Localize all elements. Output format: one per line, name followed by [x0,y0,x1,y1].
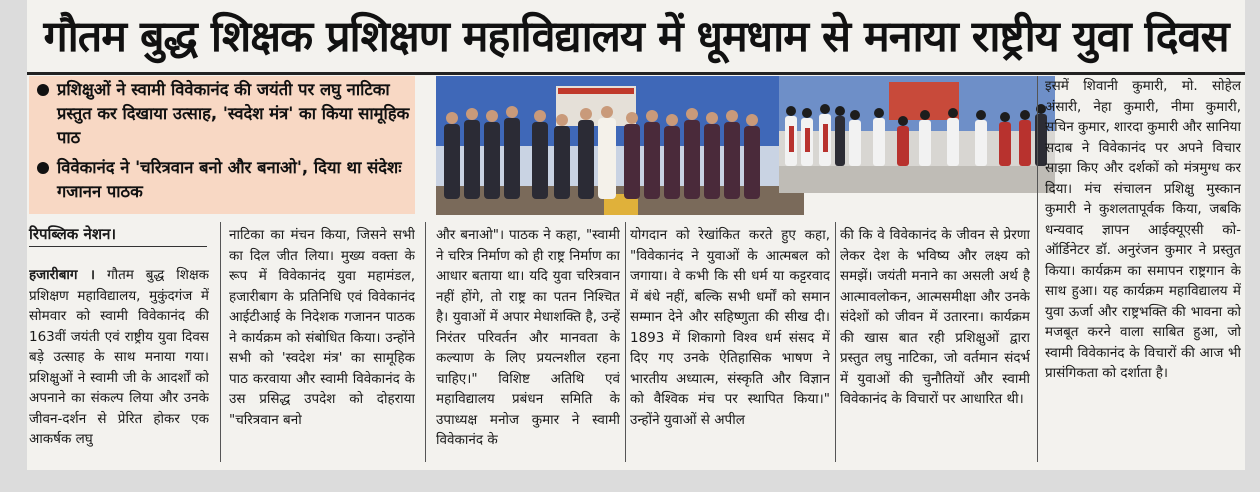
summary-text: विवेकानंद ने 'चरित्रवान बनो और बनाओ', दिया था संदेशः गजानन पाठक [57,158,402,201]
column-text: इसमें शिवानी कुमारी, मो. सोहेल अंसारी, नेहा कुमारी, नीमा कुमारी, सचिन कुमार, शारदा कुमारी और सानिया सदाब ने विवेकानंद पर अपने विचार साझा किए और दर्शकों को मंत्रमुग्ध कर दिया। मंच संचालन प्रशिक्षु मुस्कान कुमारी ने कुशलतापूर्वक किया, जबकि धन्यवाद ज्ञापन आईक्यूएसी को-ऑर्डिनेटर डॉ. अनुरंजन कुमार ने प्रस्तुत किया। कार्यक्रम का समापन राष्ट्रगान के साथ हुआ। यह कार्यक्रम महाविद्यालय में युवा ऊर्जा और राष्ट्रभक्ति की भावना को मजबूत करने वाला साबित हुआ, जो स्वामी विवेकानंद के विचारों की आज भी प्रासंगिकता को दर्शाता है। [1045,78,1241,381]
article-column-2 [229,225,415,465]
column-text: योगदान को रेखांकित करते हुए कहा, "विवेकानंद ने युवाओं के आत्मबल को जगाया। वे कभी कि सी धर्म या कट्टरवाद में बंधे नहीं, बल्कि सभी धर्मों को समान सम्मान देने और सहिष्णुता की सीख दी। 1893 में शिकागो विश्व धर्म संसद में दिए गए उनके ऐतिहासिक भाषण ने भारतीय अध्यात्म, संस्कृति और विज्ञान को वैश्विक मंच पर स्थापित किया।" उन्होंने युवाओं से अपील [630,227,830,428]
headline: गौतम बुद्ध शिक्षक प्रशिक्षण महाविद्यालय में धूमधाम से मनाया राष्ट्रीय युवा दिवस [43,12,1229,62]
column-text: और बनाओ"। पाठक ने कहा, "स्वामी ने चरित्र निर्माण को ही राष्ट्र निर्माण का आधार बताया था। यदि युवा चरित्रवान नहीं होंगे, तो राष्ट्र का पतन निश्चित है। युवाओं में अपार मेधाशक्ति है, उन्हें निरंतर परिवर्तन और मानवता के कल्याण के लिए प्रयत्नशील रहना चाहिए।" विशिष्ट अतिथि एवं महाविद्यालय प्रबंधन समिति के उपाध्यक्ष मनोज कुमार ने स्वामी विवेकानंद के [436,227,620,448]
summary-text: प्रशिक्षुओं ने स्वामी विवेकानंद की जयंती पर लघु नाटिका प्रस्तुत कर दिखाया उत्साह, 'स्वदेश मंत्र' का किया सामूहिक पाठ [57,80,410,147]
event-photo-performance [779,76,1055,193]
event-photo-group [436,76,804,215]
column-divider [835,222,836,462]
column-text: की कि वे विवेकानंद के जीवन से प्रेरणा लेकर देश के भविष्य और लक्ष्य को समझें। जयंती मनाने का असली अर्थ है आत्मावलोकन, आत्मसमीक्षा और उनके संदेशों को जीवन में उतारना। कार्यक्रम की खास बात रही प्रशिक्षुओं द्वारा प्रस्तुत लघु नाटिका, जो वर्तमान संदर्भ में युवाओं की चुनौतियों और स्वामी विवेकानंद के विचारों पर आधारित थी। [840,227,1030,407]
column-divider [625,222,626,462]
summary-item [35,156,411,204]
byline-rule [29,246,207,247]
column-text: गौतम बुद्ध शिक्षक प्रशिक्षण महाविद्यालय, मुकुंदगंज में सोमवार को स्वामी विवेकानंद की 163वीं जयंती एवं राष्ट्रीय युवा दिवस बड़े उत्साह के साथ मनाया गया। प्रशिक्षुओं ने स्वामी जी के आदर्शों को अपनाने का संकल्प लिया और उनके जीवन-दर्शन से प्रेरित होकर एक आकर्षक लघु [29,267,209,447]
column-divider [220,222,221,462]
column-divider [1037,76,1038,462]
column-text: नाटिका का मंचन किया, जिसने सभी का दिल जीत लिया। मुख्य वक्ता के रूप में विवेकानंद युवा महामंडल, हजारीबाग के प्रतिनिधि एवं विवेकानंद आईटीआई के निदेशक गजानन पाठक ने कार्यक्रम को संबोधित किया। उन्होंने सभी को 'स्वदेश मंत्र' का सामूहिक पाठ करवाया और स्वामी विवेकानंद के उस प्रसिद्ध उपदेश को दोहराया "चरित्रवान बनो [229,227,415,428]
byline: रिपब्लिक नेशन। [29,225,117,243]
article-column-1 [29,265,209,465]
bullet-icon [37,84,49,96]
article-column-5 [840,225,1030,465]
article-column-6 [1045,76,1241,466]
summary-box [29,76,415,214]
bullet-icon [37,162,49,174]
summary-item [35,78,411,150]
article-column-4 [630,225,830,465]
column-divider [425,222,426,462]
headline-rule [27,72,1245,75]
article-column-3 [436,225,620,465]
newspaper-clipping [27,0,1245,470]
dateline: हजारीबाग । [29,267,95,283]
